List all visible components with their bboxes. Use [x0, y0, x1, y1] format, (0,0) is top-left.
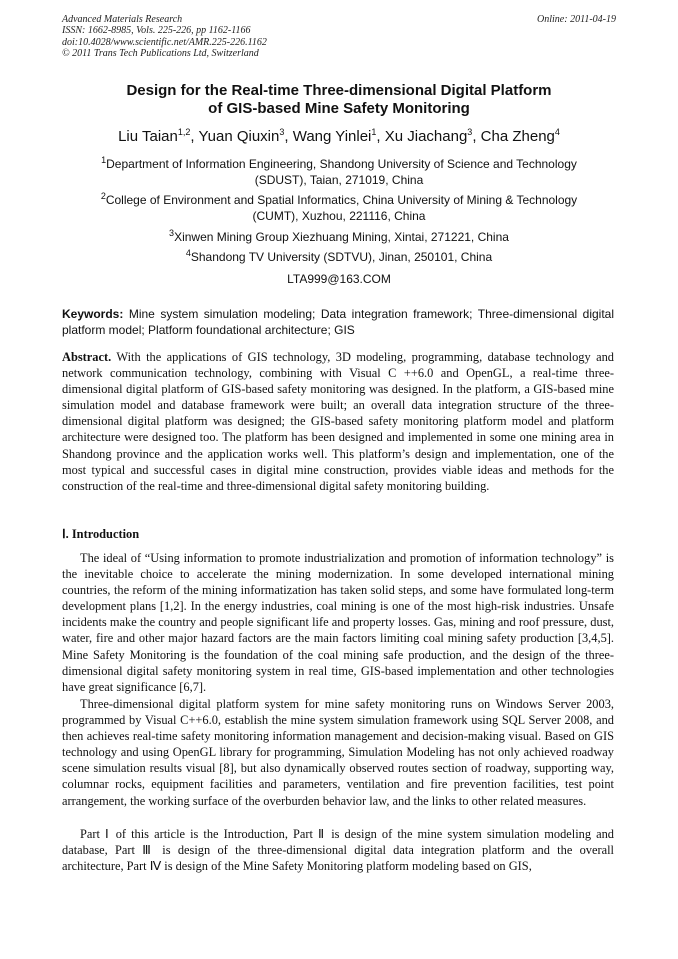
keywords-label: Keywords:	[62, 307, 124, 321]
keywords-text: Mine system simulation modeling; Data integration framework; Three-dimensional digital platform model; Platform foundational architecture; GIS	[62, 307, 614, 337]
intro-paragraph-1: The ideal of “Using information to promote industrialization and promotion of information technology” is the inevitable choice to accelerate the mining modernization. In some developed international mining countries, the reform of the mining informatization has taken solid steps, and some have formulated long-term development plans [1,2]. In the energy industries, coal mining is one of the most high-risk industries. Unsafe incidents make the country and people significant life and property losses. Gas, mining and roof pressure, dust, water, fire and other major hazard factors are the main factors limiting coal mining safety production [3,4,5]. Mine Safety Monitoring is the foundation of the coal mining safe production, and the design of the three-dimensional digital safety monitoring system in real time, GIS-based implementation and other technologies have great significance [6,7].	[62, 551, 614, 694]
abstract-label: Abstract.	[62, 350, 112, 364]
affiliation-2: $^2$College of Environment and Spatial Informatics, China University of Mining & Technology (CUMT), Xuzhou, 221116, China	[100, 191, 578, 223]
contact-email: LTA999@163.COM	[287, 272, 391, 286]
intro-paragraph-3: Part Ⅰ of this article is the Introduction, Part Ⅱ is design of the mine system simulation modeling and database, Part Ⅲ is design of the three-dimensional digital data integration platform and the overall architecture, Part Ⅳ is design of the Mine Safety Monitoring platform modeling based on GIS,	[62, 827, 614, 874]
title-line-1: Design for the Real-time Three-dimensional Digital Platform	[126, 82, 552, 99]
section-heading-introduction: Ⅰ. Introduction	[62, 527, 140, 541]
affiliation-1: $^1$Department of Information Engineering, Shandong University of Science and Technology (SDUST), Taian, 271019, China	[101, 155, 577, 187]
journal-meta	[62, 14, 267, 60]
author: Wang Yinlei$^1$,	[292, 127, 385, 145]
issn-line: ISSN: 1662-8985, Vols. 225-226, pp 1162-1166	[62, 25, 251, 37]
copyright-line: © 2011 Trans Tech Publications Ltd, Switzerland	[62, 48, 259, 60]
journal-name: Advanced Materials Research	[62, 14, 183, 25]
title-line-2: of GIS-based Mine Safety Monitoring	[208, 100, 470, 117]
author: Yuan Qiuxin$^3$,	[198, 127, 293, 145]
keywords	[62, 306, 614, 338]
paper-title	[40, 82, 638, 118]
abstract-text: With the applications of GIS technology, 3D modeling, programming, database technology and network communication technology, combining with Visual C ++6.0 and OpenGL, a real-time three-dimensional digital platform of GIS-based safety monitoring was designed. In the platform, a GIS-based mine simulation model and database framework were built; an overall data integration structure of the three-dimensional digital platform was designed; the GIS-based safety monitoring platform model and platform architecture were designed too. The platform has been designed and implemented in some one mining area in Shandong province and the application works well. This platform’s design and implementation, one of the most typical and successful cases in digital mine construction, provides viable ideas and methods for the construction of the real-time and three-dimensional digital safety monitoring building.	[62, 350, 614, 493]
affiliation-3: $^3$Xinwen Mining Group Xiezhuang Mining, Xintai, 271221, China	[169, 228, 509, 244]
online-date: Online: 2011-04-19	[537, 14, 616, 25]
intro-paragraph-2: Three-dimensional digital platform system for mine safety monitoring runs on Windows Server 2003, programmed by Visual C++6.0, establish the mine system simulation framework using SQL Server 2008, and then achieves real-time safety monitoring information management and decision-making visual. Based on GIS technology and using OpenGL library for programming, Simulation Modeling has not only achieved roadway scene simulation results visual [8], but also dynamically observed routes section of roadway, supporting way, columnar rocks, equipment facilities and parameters, ventilation and fire prevention facilities, test point arrangement, the working surface of the overburden behavior law, and the links to other related measures.	[62, 697, 614, 808]
author-list	[40, 128, 638, 145]
author: Xu Jiachang$^3$,	[384, 127, 481, 145]
affiliation-4: $^4$Shandong TV University (SDTVU), Jinan, 250101, China	[185, 248, 493, 264]
author: Liu Taian$^{1,2}$,	[118, 127, 199, 145]
author: Cha Zheng$^4$	[480, 127, 560, 145]
abstract	[62, 349, 614, 494]
doi-line: doi:10.4028/www.scientific.net/AMR.225-226.1162	[62, 36, 267, 48]
